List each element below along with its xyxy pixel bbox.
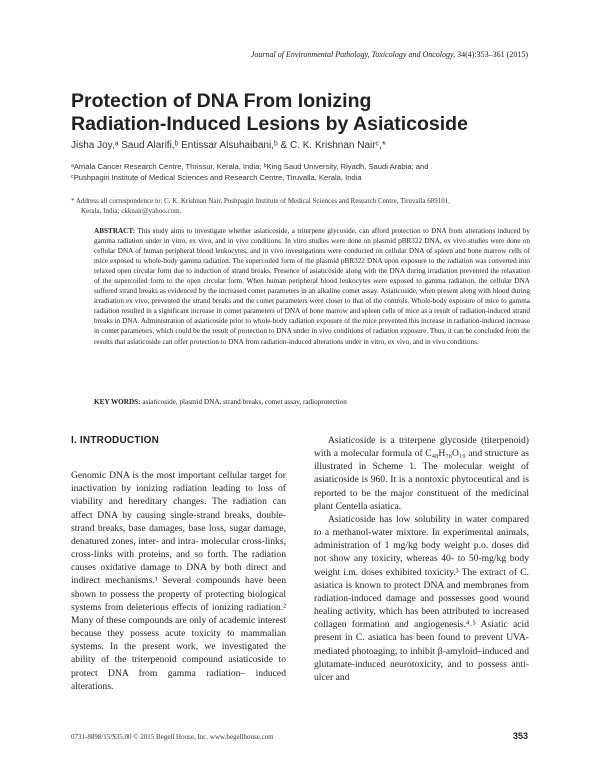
- intro-paragraph-2: Asiaticoside is a triterpene glycoside (titerpenoid) with a molecular formula of C₄₈H₇₈O₁₉ and structure as illustrated in Scheme 1. The molecular weight of asiaticoside is 960. It is a nontoxic phytoceutical and is reported to be the major constituent of the medicinal plant Centella asiatica.: [314, 435, 529, 512]
- keywords-label: KEY WORDS:: [94, 398, 141, 406]
- copyright-footer: 0731-8898/15/$35.00 © 2015 Begell House, Inc. www.begellhouse.com: [71, 733, 274, 741]
- affiliation-line-1: ᵃAmala Cancer Research Centre, Thrissur, Kerala, India; ᵇKing Saud University, Riyadh, Saudi Arabia; and: [71, 162, 429, 171]
- page-number: 353: [512, 731, 528, 741]
- correspondence-line-2: Kerala, India; ckknair@yahoo.com.: [81, 207, 182, 215]
- abstract-text: This study aims to investigate whether asiaticoside, a triterpene glycoside, can afford protection to DNA from alterations induced by gamma radiation under in vitro, ex vivo, and in vivo conditions. In vitro studies were done on plasmid pBR322 DNA, ex vivo studies were done on cellular DNA of human peripheral blood leukocytes, and in vivo investigations were conducted on cellular DNA of spleen and bone marrow cells of mice exposed to whole-body gamma radiation. The supercoiled form of the plasmid pBR322 DNA upon exposure to the radiation was converted into relaxed open circular form due to induction of strand breaks. Presence of asiaticoside along with the DNA during irradiation prevented the relaxation of the supercoiled form to the open circular form. When human peripheral blood leukocytes were exposed to gamma radiation, the cellular DNA suffered strand breaks as evidenced by the increased comet parameters in an alkaline comet assay. Asiaticoside, when present along with blood during irradiation ex vivo, prevented the strand breaks and the comet parameters were closer to that of the controls. Whole-body exposure of mice to gamma radiation resulted in a significant increase in comet parameters of DNA of bone marrow and spleen cells of mice as a result of radiation-induced strand breaks in DNA. Administration of asiaticoside prior to whole-body radiation exposure of the mice prevented this increase in radiation-induced increase in comet parameters, which could be the result of protection to DNA under in vivo conditions of radiation exposure. Thus, it can be concluded from the results that asiaticoside can offer protection to DNA from radiation-induced alterations under in vitro, ex vivo, and in vivo conditions.: [94, 227, 530, 346]
- journal-citation: [251, 50, 528, 59]
- section-heading: I. INTRODUCTION: [71, 435, 159, 446]
- correspondence-line-1: * Address all correspondence to: C. K. Krishnan Nair, Pushpagiri Institute of Medical Sciences and Research Centre, Tiruvalla 689101,: [71, 197, 450, 205]
- right-column: [314, 434, 529, 684]
- journal-volume: 34(4):353–361 (2015): [455, 50, 528, 59]
- abstract-label: ABSTRACT:: [94, 227, 136, 235]
- affiliations: [71, 162, 541, 183]
- intro-paragraph-3: Asiaticoside has low solubility in water compared to a methanol-water mixture. In experimental animals, administration of 1 mg/kg body weight p.o. doses did not show any toxicity, whereas 40- to 50-mg/kg body weight i.m. doses exhibited toxicity.³ The extract of C. asiatica is known to protect DNA and membranes from radiation-induced damage and possesses good wound healing activity, which has been attributed to increased collagen formation and angiogenesis.⁴˒⁵ Asiatic acid present in C. asiatica has been found to prevent UVA-mediated photoaging, to inhibit β-amyloid–induced and glutamate-induced neurotoxicity, and to possess anti-ulcer and: [314, 513, 529, 683]
- keywords: [94, 398, 530, 406]
- title-line-1: Protection of DNA From Ionizing: [71, 90, 372, 112]
- correspondence: [71, 196, 541, 216]
- intro-paragraph-1: Genomic DNA is the most important cellular target for inactivation by ionizing radiation leading to loss of viability and hereditary changes. The radiation can affect DNA by causing single-strand breaks, double-strand breaks, base damages, base loss, sugar damage, denatured zones, inter- and intra- molecular cross-links, cross-links with proteins, and so forth. The radiation causes oxidative damage to DNA by both direct and indirect mechanisms.¹ Several compounds have been shown to possess the property of protecting biological systems from deleterious effects of ionizing radiation.² Many of these compounds are only of academic interest because they possess acute toxicity to mammalian systems. In the present work, we investigated the ability of the triterpenoid compound asiaticoside to protect DNA from gamma radiation– induced alterations.: [71, 470, 286, 692]
- article-title: [71, 90, 531, 136]
- journal-name: Journal of Environmental Pathology, Toxicology and Oncology,: [250, 50, 456, 59]
- left-column: [71, 434, 286, 693]
- author-list: Jisha Joy,ᵃ Saud Alarifi,ᵇ Entissar Alsuhaibani,ᵇ & C. K. Krishnan Nairᶜ,*: [71, 140, 386, 151]
- affiliation-line-2: ᶜPushpagiri Institute of Medical Sciences and Research Centre, Tiruvalla, Kerala, India: [71, 172, 362, 182]
- abstract: [94, 226, 530, 347]
- title-line-2: Radiation-Induced Lesions by Asiaticoside: [71, 113, 468, 135]
- keywords-text: asiaticoside, plasmid DNA, strand breaks, comet assay, radioprotection: [140, 398, 347, 406]
